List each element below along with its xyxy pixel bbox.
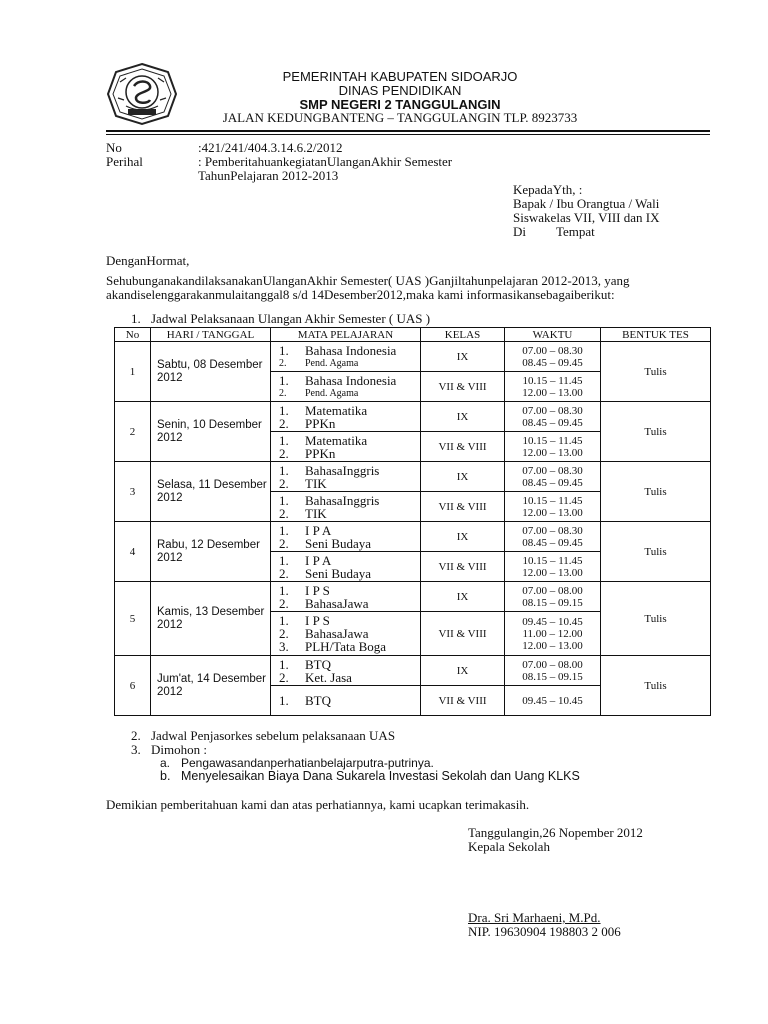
subject-item	[279, 374, 420, 387]
subject-list	[271, 492, 421, 522]
subject-list	[271, 402, 421, 432]
row-number: 2	[115, 402, 151, 462]
time-slot: 08.45 – 09.45	[522, 476, 583, 489]
intro-paragraph-line2: akandiselenggarakanmulaitanggal8 s/d 14Desember2012,maka kami informasikansebagaiberikut:	[106, 287, 615, 302]
class-level: IX	[421, 462, 505, 492]
time-slots	[505, 372, 601, 402]
time-slots	[505, 686, 601, 716]
time-slot: 12.00 – 13.00	[522, 506, 583, 519]
subject-item	[279, 417, 420, 430]
subject-number: 1.	[279, 402, 289, 418]
sub-item-a-letter: a.	[160, 756, 171, 770]
time-slot: 07.00 – 08.30	[522, 464, 583, 477]
time-slots	[505, 582, 601, 612]
subject-name: PLH/Tata Boga	[305, 639, 387, 654]
time-slot: 10.15 – 11.45	[522, 554, 583, 567]
signature-title: Kepala Sekolah	[468, 839, 550, 854]
subject-number: 2.	[279, 626, 289, 641]
subject-name: I P S	[305, 582, 330, 598]
time-slot: 07.00 – 08.00	[522, 658, 583, 671]
subject-name: BahasaJawa	[305, 595, 369, 611]
subject-name: BTQ	[305, 656, 331, 672]
table-row	[115, 462, 711, 492]
subject-list	[271, 462, 421, 492]
subject-name: Seni Budaya	[305, 565, 372, 581]
column-header: KELAS	[421, 328, 505, 342]
subject-item	[279, 640, 420, 653]
subject-number: 2.	[279, 535, 289, 551]
column-header: BENTUK TES	[601, 328, 711, 342]
subject-list	[271, 432, 421, 462]
no-value: :421/241/404.3.14.6.2/2012	[198, 140, 343, 155]
recipient-di: Di	[513, 224, 526, 239]
intro-paragraph-line1: SehubunganakandilaksanakanUlanganAkhir Semester( UAS )Ganjiltahunpelajaran 2012-2013, yang	[106, 273, 630, 288]
subject-name: I P S	[305, 613, 330, 628]
subject-name: Seni Budaya	[305, 535, 372, 551]
exam-day-date: Selasa, 11 Desember 2012	[151, 462, 271, 522]
time-slot: 10.15 – 11.45	[522, 494, 583, 507]
subject-item	[279, 671, 420, 684]
column-header: MATA PELAJARAN	[271, 328, 421, 342]
signature-place-date: Tanggulangin,26 Nopember 2012	[468, 825, 643, 840]
subject-item	[279, 464, 420, 477]
subject-item	[279, 567, 420, 580]
list-item-1-number: 1.	[131, 311, 141, 326]
subject-item	[279, 584, 420, 597]
signature-name: Dra. Sri Marhaeni, M.Pd.	[468, 910, 601, 925]
list-item-1: Jadwal Pelaksanaan Ulangan Akhir Semester ( UAS )	[151, 311, 431, 326]
row-number: 1	[115, 342, 151, 402]
greeting: DenganHormat,	[106, 253, 190, 268]
subject-number: 2.	[279, 505, 289, 521]
subject-number: 1.	[279, 492, 289, 508]
subject-item	[279, 387, 420, 400]
column-header: No	[115, 328, 151, 342]
signature-nip: NIP. 19630904 198803 2 006	[468, 924, 621, 939]
subject-item	[279, 357, 420, 370]
time-slot: 10.15 – 11.45	[522, 434, 583, 447]
row-number: 3	[115, 462, 151, 522]
class-level: VII & VIII	[421, 612, 505, 656]
time-slot: 12.00 – 13.00	[522, 566, 583, 579]
recipient-greeting: KepadaYth, :	[513, 182, 583, 197]
subject-number: 2.	[279, 357, 287, 369]
subject-name: BahasaJawa	[305, 626, 369, 641]
table-header-row	[115, 328, 711, 342]
time-slots	[505, 522, 601, 552]
subject-name: PPKn	[305, 415, 336, 431]
time-slot: 12.00 – 13.00	[522, 639, 583, 652]
row-number: 6	[115, 656, 151, 716]
time-slot: 12.00 – 13.00	[522, 446, 583, 459]
class-level: IX	[421, 522, 505, 552]
header-address: JALAN KEDUNGBANTENG – TANGGULANGIN TLP. 8923733	[222, 110, 578, 125]
subject-name: Pend. Agama	[305, 387, 359, 399]
header-rule-thick	[106, 130, 710, 132]
subject-number: 2.	[279, 415, 289, 431]
subject-number: 1.	[279, 462, 289, 478]
recipient-parents: Bapak / Ibu Orangtua / Wali	[513, 196, 660, 211]
subject-name: BahasaInggris	[305, 462, 380, 478]
exam-day-date: Senin, 10 Desember 2012	[151, 402, 271, 462]
subject-list	[271, 656, 421, 686]
time-slots	[505, 432, 601, 462]
column-header: WAKTU	[505, 328, 601, 342]
time-slot: 08.45 – 09.45	[522, 356, 583, 369]
subject-number: 1.	[279, 656, 289, 672]
subject-name: TIK	[305, 475, 327, 491]
exam-day-date: Jum'at, 14 Desember 2012	[151, 656, 271, 716]
table-row	[115, 656, 711, 686]
class-level: VII & VIII	[421, 432, 505, 462]
list-item-2: Jadwal Penjasorkes sebelum pelaksanaan UAS	[151, 728, 396, 743]
subject-name: Bahasa Indonesia	[305, 342, 397, 358]
time-slot: 07.00 – 08.00	[522, 584, 583, 597]
time-slot: 08.45 – 09.45	[522, 416, 583, 429]
subject-item	[279, 597, 420, 610]
test-type: Tulis	[601, 402, 711, 462]
header-rule-thin	[106, 134, 710, 135]
test-type: Tulis	[601, 342, 711, 402]
test-type: Tulis	[601, 522, 711, 582]
subject-name: Pend. Agama	[305, 357, 359, 369]
subject-item	[279, 537, 420, 550]
sub-item-a: Pengawasandanperhatianbelajarputra-putrinya.	[181, 756, 434, 770]
time-slots	[505, 462, 601, 492]
time-slot: 09.45 – 10.45	[522, 615, 583, 628]
subject-item	[279, 524, 420, 537]
time-slot: 12.00 – 13.00	[522, 386, 583, 399]
subject-number: 2.	[279, 669, 289, 685]
time-slot: 10.15 – 11.45	[522, 374, 583, 387]
subject-item	[279, 477, 420, 490]
subject-number: 1.	[279, 342, 289, 358]
subject-list	[271, 522, 421, 552]
no-label: No	[106, 140, 122, 155]
class-level: IX	[421, 582, 505, 612]
closing-sentence: Demikian pemberitahuan kami dan atas perhatiannya, kami ucapkan terimakasih.	[106, 797, 530, 812]
subject-number: 1.	[279, 522, 289, 538]
subject-list	[271, 372, 421, 402]
subject-number: 1.	[279, 582, 289, 598]
class-level: VII & VIII	[421, 686, 505, 716]
class-level: IX	[421, 342, 505, 372]
test-type: Tulis	[601, 656, 711, 716]
subject-list	[271, 582, 421, 612]
list-item-2-number: 2.	[131, 728, 141, 743]
class-level: IX	[421, 402, 505, 432]
class-level: IX	[421, 656, 505, 686]
time-slot: 07.00 – 08.30	[522, 524, 583, 537]
time-slots	[505, 552, 601, 582]
subject-list	[271, 612, 421, 656]
time-slots	[505, 492, 601, 522]
subject-list	[271, 686, 421, 716]
subject-item	[279, 658, 420, 671]
subject-name: I P A	[305, 522, 332, 538]
subject-item	[279, 507, 420, 520]
subject-number: 2.	[279, 475, 289, 491]
subject-item	[279, 447, 420, 460]
class-level: VII & VIII	[421, 552, 505, 582]
subject-list	[271, 342, 421, 372]
subject-name: Ket. Jasa	[305, 669, 352, 685]
subject-item	[279, 554, 420, 567]
class-level: VII & VIII	[421, 372, 505, 402]
time-slot: 08.45 – 09.45	[522, 536, 583, 549]
table-row	[115, 522, 711, 552]
sub-item-b-letter: b.	[160, 769, 171, 783]
list-item-3: Dimohon :	[151, 742, 207, 757]
list-item-3-number: 3.	[131, 742, 141, 757]
time-slot: 09.45 – 10.45	[522, 694, 583, 707]
test-type: Tulis	[601, 462, 711, 522]
time-slots	[505, 656, 601, 686]
school-emblem-logo	[106, 62, 178, 126]
table-row	[115, 342, 711, 372]
subject-item	[279, 404, 420, 417]
subject-number: 2.	[279, 595, 289, 611]
subject-item	[279, 434, 420, 447]
subject-number: 3.	[279, 639, 289, 654]
subject-number: 2.	[279, 445, 289, 461]
subject-item	[279, 694, 420, 707]
time-slot: 08.15 – 09.15	[522, 596, 583, 609]
time-slot: 11.00 – 12.00	[522, 627, 583, 640]
exam-day-date: Sabtu, 08 Desember 2012	[151, 342, 271, 402]
subject-number: 2.	[279, 387, 287, 399]
subject-name: BTQ	[305, 693, 331, 708]
perihal-value: : PemberitahuankegiatanUlanganAkhir Semester	[198, 154, 453, 169]
perihal-value-year: TahunPelajaran 2012-2013	[198, 168, 339, 183]
subject-name: Matematika	[305, 402, 368, 418]
subject-number: 1.	[279, 693, 289, 708]
sub-item-b: Menyelesaikan Biaya Dana Sukarela Investasi Sekolah dan Uang KLKS	[181, 769, 580, 783]
subject-item	[279, 494, 420, 507]
recipient-place: Tempat	[556, 224, 595, 239]
exam-day-date: Rabu, 12 Desember 2012	[151, 522, 271, 582]
subject-name: I P A	[305, 552, 332, 568]
column-header: HARI / TANGGAL	[151, 328, 271, 342]
test-type: Tulis	[601, 582, 711, 656]
subject-number: 2.	[279, 565, 289, 581]
header-school-name: SMP NEGERI 2 TANGGULANGIN	[299, 97, 501, 112]
subject-number: 1.	[279, 552, 289, 568]
header-department: DINAS PENDIDIKAN	[338, 83, 462, 98]
subject-name: Bahasa Indonesia	[305, 372, 397, 388]
subject-name: BahasaInggris	[305, 492, 380, 508]
row-number: 4	[115, 522, 151, 582]
exam-schedule-table	[114, 327, 711, 716]
subject-name: PPKn	[305, 445, 336, 461]
row-number: 5	[115, 582, 151, 656]
subject-number: 1.	[279, 432, 289, 448]
class-level: VII & VIII	[421, 492, 505, 522]
subject-number: 1.	[279, 372, 289, 388]
time-slots	[505, 342, 601, 372]
recipient-students: Siswakelas VII, VIII dan IX	[513, 210, 660, 225]
table-row	[115, 402, 711, 432]
subject-name: Matematika	[305, 432, 368, 448]
time-slots	[505, 612, 601, 656]
table-row	[115, 582, 711, 612]
subject-name: TIK	[305, 505, 327, 521]
perihal-label: Perihal	[106, 154, 143, 169]
subject-item	[279, 344, 420, 357]
subject-number: 1.	[279, 613, 289, 628]
time-slot: 07.00 – 08.30	[522, 404, 583, 417]
exam-day-date: Kamis, 13 Desember 2012	[151, 582, 271, 656]
time-slots	[505, 402, 601, 432]
time-slot: 08.15 – 09.15	[522, 670, 583, 683]
header-government: PEMERINTAH KABUPATEN SIDOARJO	[282, 69, 518, 84]
subject-list	[271, 552, 421, 582]
time-slot: 07.00 – 08.30	[522, 344, 583, 357]
